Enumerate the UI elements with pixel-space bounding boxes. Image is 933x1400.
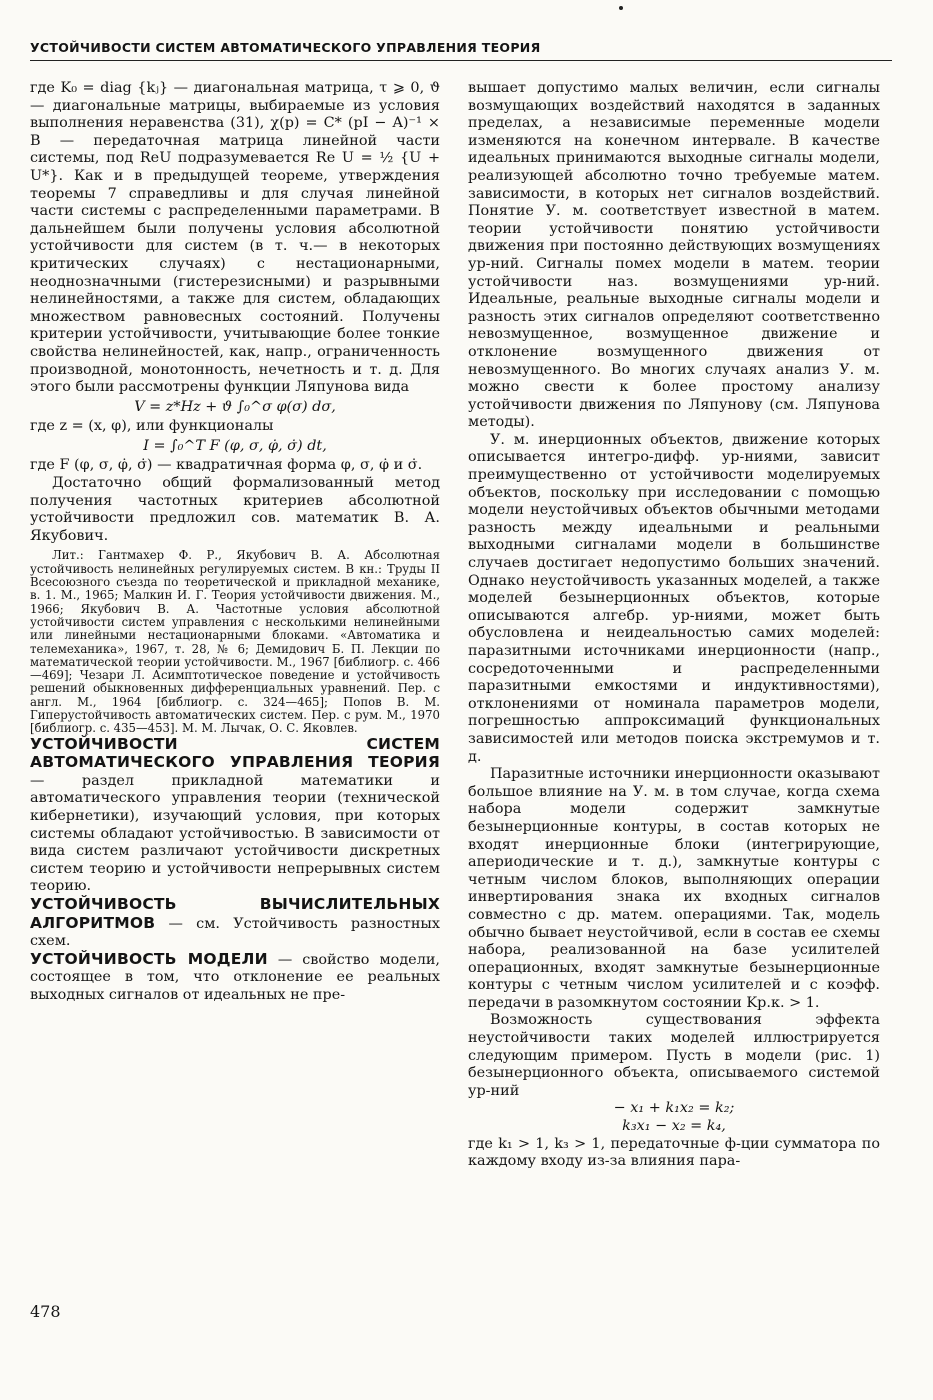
entry-headword: УСТОЙЧИВОСТЬ МОДЕЛИ xyxy=(30,949,268,968)
paragraph: Достаточно общий формализованный метод получения частотных критериев абсолютной устойчивости предложил сов. математик В. А. Якубович. xyxy=(30,475,440,544)
entry-theory xyxy=(30,736,440,896)
entry-headword: УСТОЙЧИВОСТЬ ВЫЧИСЛИТЕЛЬНЫХ АЛГОРИТМОВ xyxy=(30,894,440,932)
running-head: УСТОЙЧИВОСТИ СИСТЕМ АВТОМАТИЧЕСКОГО УПРАВЛЕНИЯ ТЕОРИЯ xyxy=(30,40,892,61)
page-number: 478 xyxy=(30,1302,61,1321)
equation-1: − x₁ + k₁x₂ = k₂; xyxy=(613,1100,735,1117)
entry-body: — свойство модели, состоящее в том, что отклонение ее реальных выходных сигналов от идеальных не пре- xyxy=(30,951,441,1003)
entry-algorithms xyxy=(30,896,440,951)
right-column xyxy=(468,80,880,1171)
entry-headword: УСТОЙЧИВОСТИ СИСТЕМ АВТОМАТИЧЕСКОГО УПРАВЛЕНИЯ ТЕОРИЯ xyxy=(30,734,440,772)
entry-body: — см. Устойчивость разностных схем. xyxy=(30,915,440,950)
formula-functional: I = ∫₀^T F (φ, σ, φ̇, σ̇) dt, xyxy=(143,437,327,454)
left-column xyxy=(30,80,440,1005)
paragraph: где k₁ > 1, k₃ > 1, передаточные ф-ции сумматора по каждому входу из-за влияния пара- xyxy=(468,1135,880,1170)
paragraph: У. м. инерционных объектов, движение которых описывается интегро-дифф. ур-ниями, зависит преимущественно от устойчивости моделируемых объектов, поскольку при исследовании с помощью модели неустойчивых объектов обычными методами разность между идеальными и реальными выходными сигналами модели в большинстве случаев достигает недопустимо больших значений. Однако неустойчивость указанных моделей, а также моделей безынерционных объектов, которые описываются алгебр. ур-ниями, может быть обусловлена и неидеальностью самих моделей: паразитными источниками инерционности (напр., сосредоточенными и распределенными паразитными емкостями и индуктивностями), отклонениями от номинала параметров модели, погрешностью аппроксимаций функциональных зависимостей или методов поиска экстремумов и т. д. xyxy=(468,431,880,765)
formula-lyapunov-function: V = z*Hz + ϑ ∫₀^σ φ(σ) dσ, xyxy=(134,398,336,415)
literature-list: Лит.: Гантмахер Ф. Р., Якубович В. А. Абсолютная устойчивость нелинейных регулируемых систем. В кн.: Труды II Всесоюзного съезда по теоретической и прикладной механике, в. 1. М., 1965; Малкин И. Г. Теория устойчивости движения. М., 1966; Якубович В. А. Частотные условия абсолютной устойчивости систем управления с несколькими нелинейными или линейными нестационарными блоками. «Автоматика и телемеханика», 1967, т. 28, № 6; Демидович Б. П. Лекции по математической теории устойчивости. М., 1967 [библиогр. с. 466—469]; Чезари Л. Асимптотическое поведение и устойчивость решений обыкновенных дифференциальных уравнений. Пер. с англ. М., 1964 [библиогр. с. 324—465]; Попов В. М. Гиперустойчивость автоматических систем. Пер. с рум. М., 1970 [библиогр. с. 435—453]. М. М. Лычак, О. С. Яковлев. xyxy=(30,548,440,736)
paragraph: где z = (x, φ), или функционалы xyxy=(30,418,274,435)
paragraph: Паразитные источники инерционности оказывают большое влияние на У. м. в том случае, когда схема набора модели содержит замкнутые безынерционные контуры, в состав которых не входят инерционные блоки (интегрирующие, апериодические и т. д.), замкнутые контуры с четным числом блоков, выполняющих операции инвертирования знака их входных сигналов совместно с др. матем. операциями. Так, модель обычно бывает неустойчивой, если в состав ее схемы набора, реализованной на базе усилителей операционных, входят замкнутые безынерционные контуры с четным числом усилителей и с коэфф. передачи в разомкнутом состоянии Kр.к. > 1. xyxy=(468,766,880,1011)
paragraph: где F (φ, σ, φ̇, σ̇) — квадратичная форма φ, σ, φ̇ и σ̇. xyxy=(30,457,423,474)
entry-body: — раздел прикладной математики и автоматического управления теории (технической кибернетики), изучающий условия, при которых системы обладают устойчивостью. В зависимости от вида систем различают устойчивости дискретных систем теорию и устойчивости непрерывных систем теорию. xyxy=(30,772,440,895)
paragraph: вышает допустимо малых величин, если сигналы возмущающих воздействий находятся в заданных пределах, а независимые переменные модели изменяются на конечном интервале. В качестве идеальных принимаются выходные сигналы модели, реализующей абсолютно точно требуемые матем. зависимости, в которых нет сигналов воздействий. Понятие У. м. соответствует известной в матем. теории устойчивости понятию устойчивости движения при постоянно действующих возмущениях ур-ний. Сигналы помех модели в матем. теории устойчивости наз. возмущениями ур-ний. Идеальные, реальные выходные сигналы модели и разность этих сигналов определяют соответственно невозмущенное, возмущенное движение и отклонение возмущенного движения от невозмущенного. Во многих случаях анализ У. м. можно свести к более простому анализу устойчивости движения по Ляпунову (см. Ляпунова методы). xyxy=(468,80,880,431)
entry-model xyxy=(30,951,440,1005)
paragraph: Возможность существования эффекта неустойчивости таких моделей иллюстрируется следующим примером. Пусть в модели (рис. 1) безынерционного объекта, описываемого системой ур-ний xyxy=(468,1012,880,1099)
equation-2: k₃x₁ − x₂ = k₄, xyxy=(622,1118,726,1135)
paragraph: где K₀ = diag {kⱼ} — диагональная матрица, τ ⩾ 0, ϑ — диагональные матрицы, выбираемые из условия выполнения неравенства (31), χ(p) = C* (pI − A)⁻¹ × B — передаточная матрица линейной части системы, под ReU подразумевается Re U = ½ {U + U*}. Как и в предыдущей теореме, утверждения теоремы 7 справедливы и для случая линейной части системы с распределенными параметрами. В дальнейшем были получены условия абсолютной устойчивости для систем (в т. ч.— в некоторых критических случаях) с нестационарными, неоднозначными (гистерезисными) и разрывными нелинейностями, а также для систем, обладающих множеством равновесных состояний. Получены критерии устойчивости, учитывающие более тонкие свойства нелинейностей, как, напр., ограниченность производной, монотонность, нечетность и т. д. Для этого были рассмотрены функции Ляпунова вида xyxy=(30,80,440,396)
print-dot xyxy=(619,6,623,10)
